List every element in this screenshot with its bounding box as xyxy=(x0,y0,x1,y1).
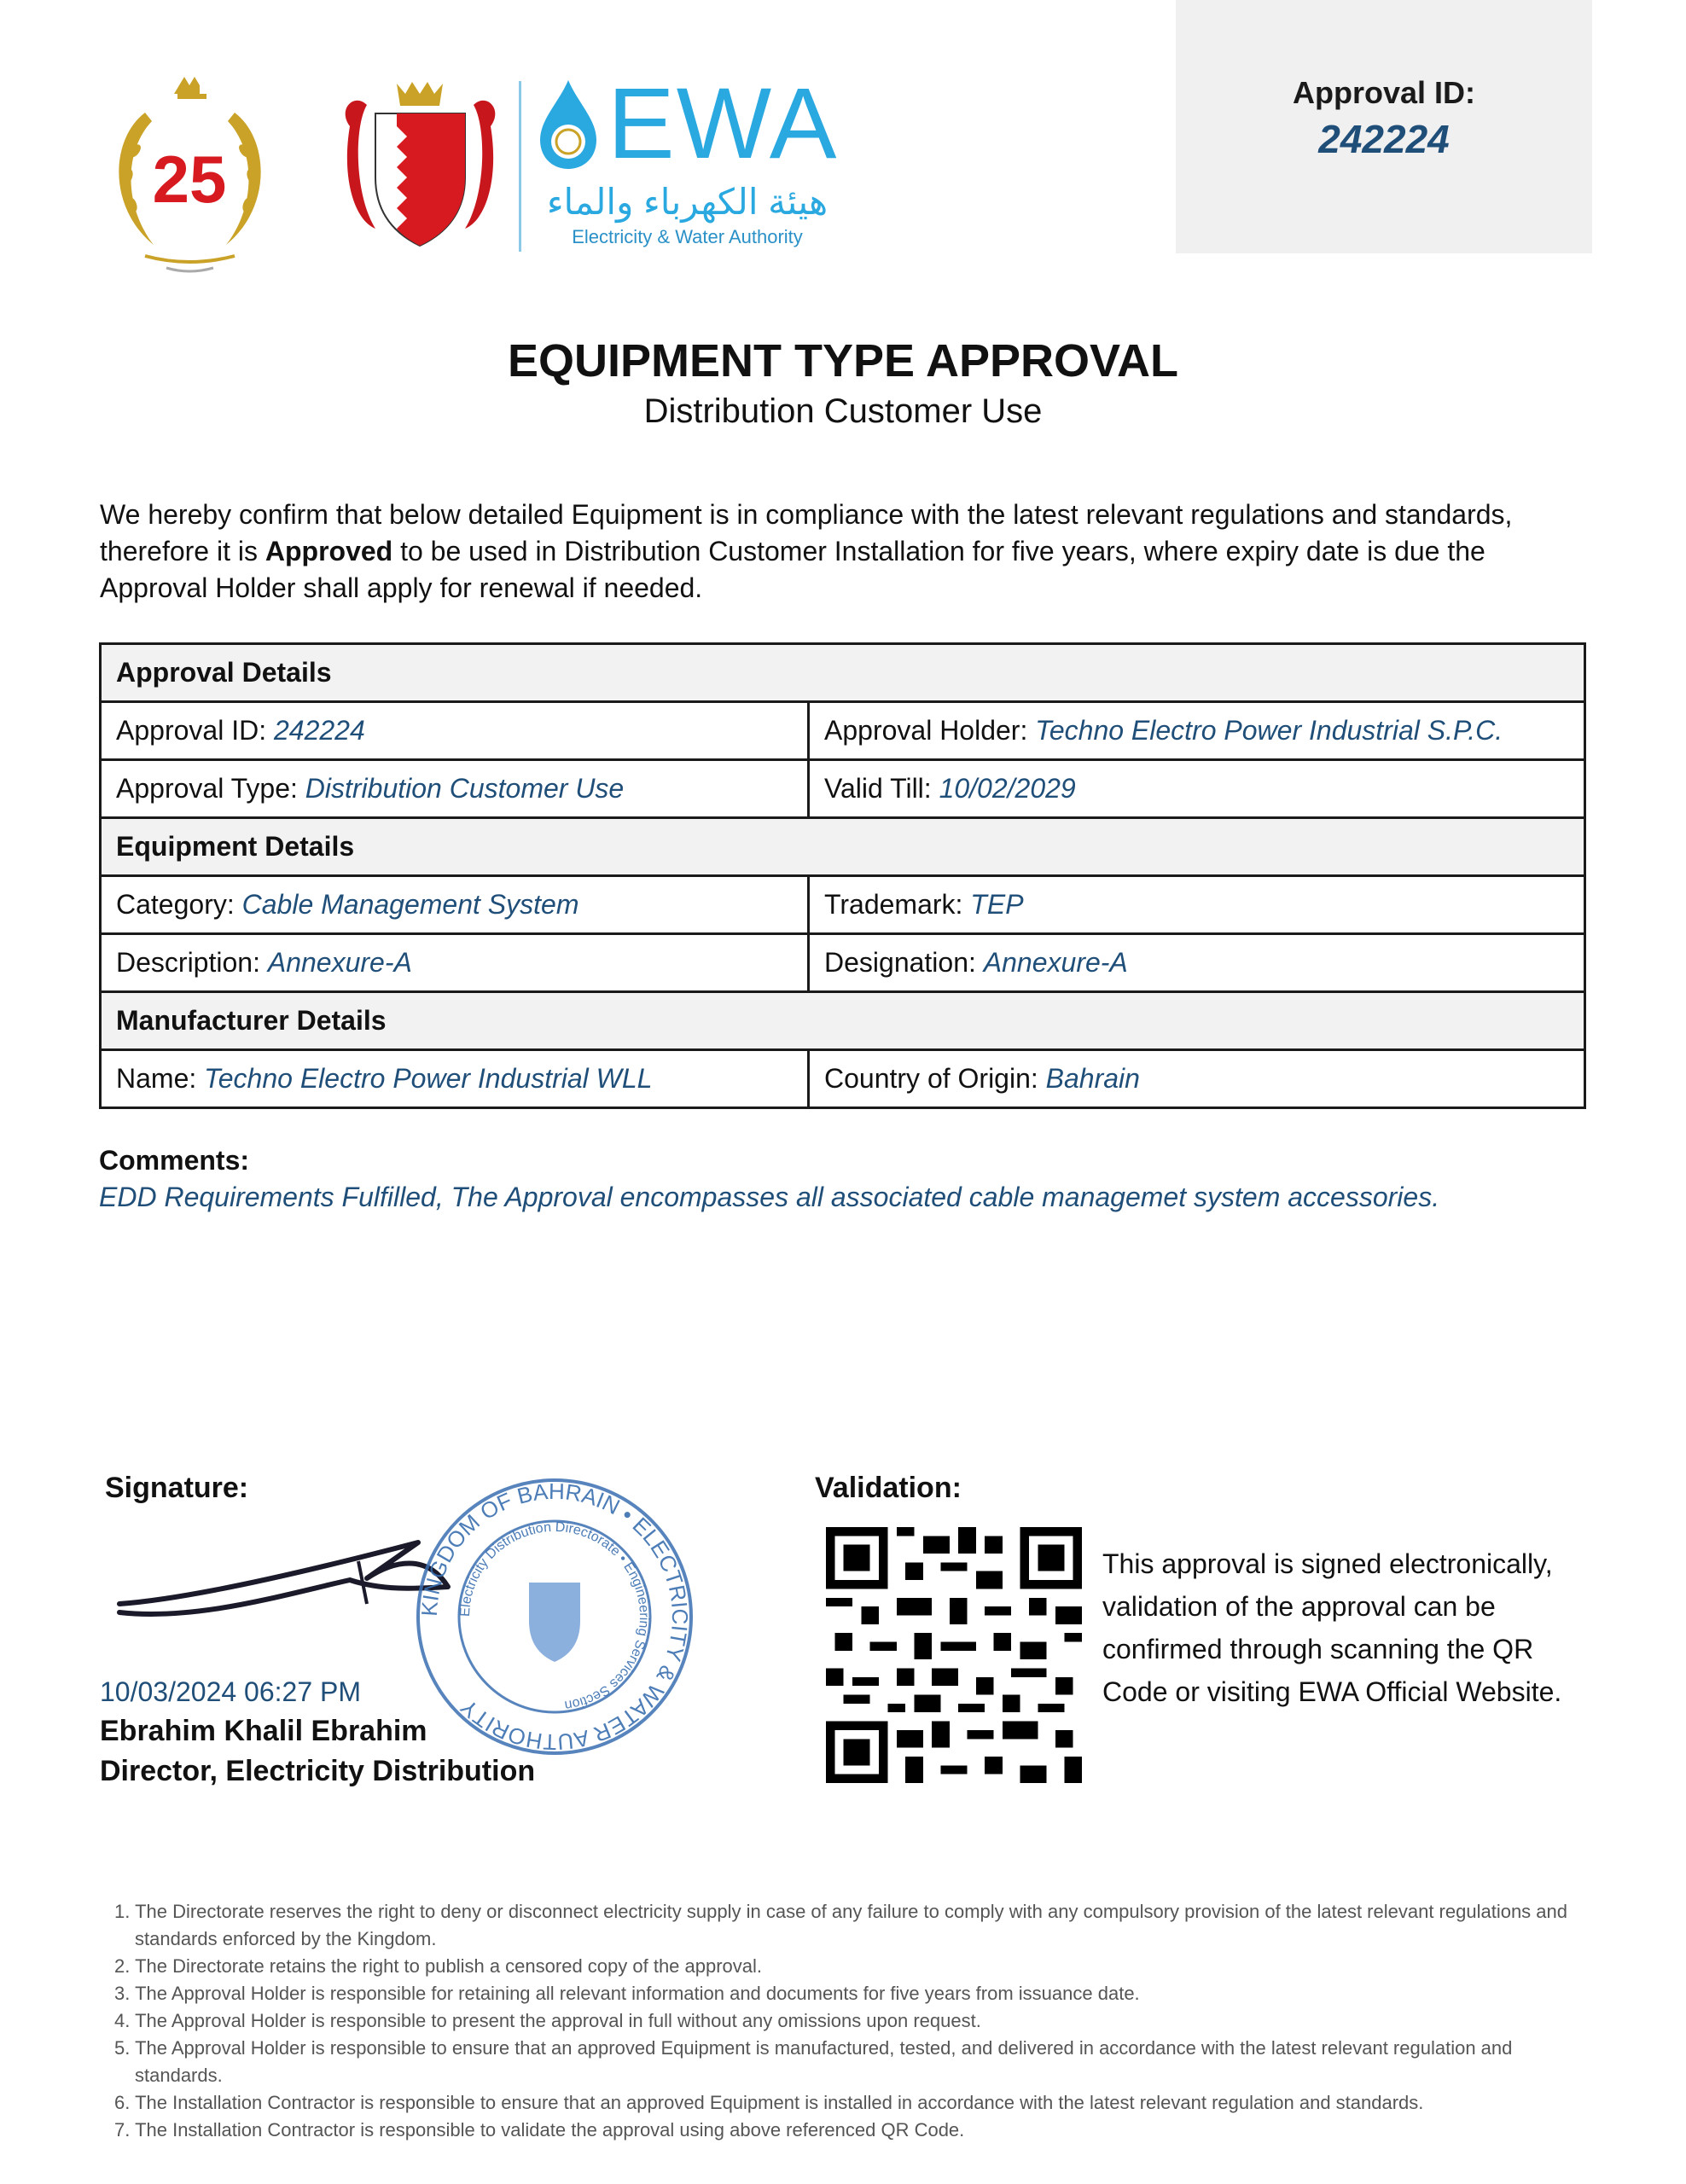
qr-code[interactable] xyxy=(826,1527,1082,1783)
document-subtitle: Distribution Customer Use xyxy=(643,392,1043,430)
ewa-logo-arabic: هيئة الكهرباء والماء xyxy=(546,182,828,222)
intro-text-1: We hereby confirm that below detailed Equipment is in compliance with the latest relevant regulations and standards, therefore it is xyxy=(100,499,1513,566)
approval-id-box xyxy=(1176,0,1592,253)
ewa-logo-text: EWA xyxy=(608,67,839,180)
validation-label: Validation: xyxy=(815,1472,962,1504)
svg-text:KINGDOM OF BAHRAIN • ELECTRICI: KINGDOM OF BAHRAIN • ELECTRICITY & WATER AUTHORITY xyxy=(416,1478,694,1756)
svg-text:Electricity Distribution Direc: Electricity Distribution Directorate • Engineering Services Section xyxy=(457,1519,652,1713)
official-stamp xyxy=(414,1476,695,1757)
ewa-logo-english: Electricity & Water Authority xyxy=(572,226,803,247)
validation-text: This approval is signed electronically, validation of the approval can be confirmed through scanning the QR Code or visiting EWA Official Website. xyxy=(1102,1548,1562,1707)
bahrain-crest-logo xyxy=(337,75,503,256)
list-item: 6. The Installation Contractor is responsible to ensure that an approved Equipment is installed in accordance with the latest relevant regulation and standards. xyxy=(114,2092,1424,2113)
comments-label: Comments: xyxy=(99,1145,250,1176)
signatory-name: Ebrahim Khalil Ebrahim xyxy=(100,1715,427,1747)
signature-label: Signature: xyxy=(105,1472,249,1504)
intro-paragraph xyxy=(100,497,1584,607)
table-row xyxy=(101,1050,1585,1108)
approval-id-label: Approval ID: xyxy=(1292,75,1475,110)
ewa-logo-divider xyxy=(519,81,521,252)
table-row xyxy=(101,702,1585,760)
approval-details-table xyxy=(99,642,1586,1109)
approval-id-value: 242224 xyxy=(1318,117,1450,161)
description-cell: Description: Annexure-A xyxy=(101,934,809,992)
equipment-details-header: Equipment Details xyxy=(101,818,1585,876)
list-item: 7. The Installation Contractor is responsible to validate the approval using above referenced QR Code. xyxy=(114,2119,965,2140)
manufacturer-details-header: Manufacturer Details xyxy=(101,992,1585,1050)
list-item: 2. The Directorate retains the right to publish a censored copy of the approval. xyxy=(114,1955,763,1977)
document-title: EQUIPMENT TYPE APPROVAL xyxy=(507,335,1179,386)
terms-list xyxy=(101,1898,1602,2144)
trademark-cell: Trademark: TEP xyxy=(809,876,1585,934)
table-row xyxy=(101,934,1585,992)
table-row xyxy=(101,818,1585,876)
list-item: 4. The Approval Holder is responsible to present the approval in full without any omissions upon request. xyxy=(114,2010,981,2031)
approval-details-header: Approval Details xyxy=(101,644,1585,702)
list-item: 1. The Directorate reserves the right to deny or disconnect electricity supply in case of any failure to comply with any compulsory provision of the latest relevant regulations and standards enforced by the Kingdom. xyxy=(114,1901,1568,1949)
intro-approved-bold: Approved xyxy=(265,536,393,566)
ewa-water-drop-icon xyxy=(533,77,603,172)
anniversary-25-logo xyxy=(94,70,286,279)
signatory-title: Director, Electricity Distribution xyxy=(100,1755,536,1787)
valid-till-cell: Valid Till: 10/02/2029 xyxy=(809,760,1585,818)
approval-id-cell: Approval ID: 242224 xyxy=(101,702,809,760)
category-cell: Category: Cable Management System xyxy=(101,876,809,934)
signature-datetime: 10/03/2024 06:27 PM xyxy=(100,1676,362,1707)
country-of-origin-cell: Country of Origin: Bahrain xyxy=(809,1050,1585,1108)
table-row xyxy=(101,760,1585,818)
svg-text:25: 25 xyxy=(152,142,227,217)
intro-text-2: to be used in Distribution Customer Installation for five years, where expiry date is due the Approval Holder shall apply for renewal if needed. xyxy=(100,536,1485,603)
approval-holder-cell: Approval Holder: Techno Electro Power Industrial S.P.C. xyxy=(809,702,1585,760)
list-item: 5. The Approval Holder is responsible to ensure that an approved Equipment is manufactured, tested, and delivered in accordance with the latest relevant regulation and standards. xyxy=(114,2037,1513,2086)
approval-type-cell: Approval Type: Distribution Customer Use xyxy=(101,760,809,818)
table-row xyxy=(101,644,1585,702)
table-row xyxy=(101,876,1585,934)
comments-text: EDD Requirements Fulfilled, The Approval encompasses all associated cable managemet system accessories. xyxy=(99,1182,1440,1212)
manufacturer-name-cell: Name: Techno Electro Power Industrial WLL xyxy=(101,1050,809,1108)
designation-cell: Designation: Annexure-A xyxy=(809,934,1585,992)
list-item: 3. The Approval Holder is responsible for retaining all relevant information and documents for five years from issuance date. xyxy=(114,1983,1140,2004)
table-row xyxy=(101,992,1585,1050)
